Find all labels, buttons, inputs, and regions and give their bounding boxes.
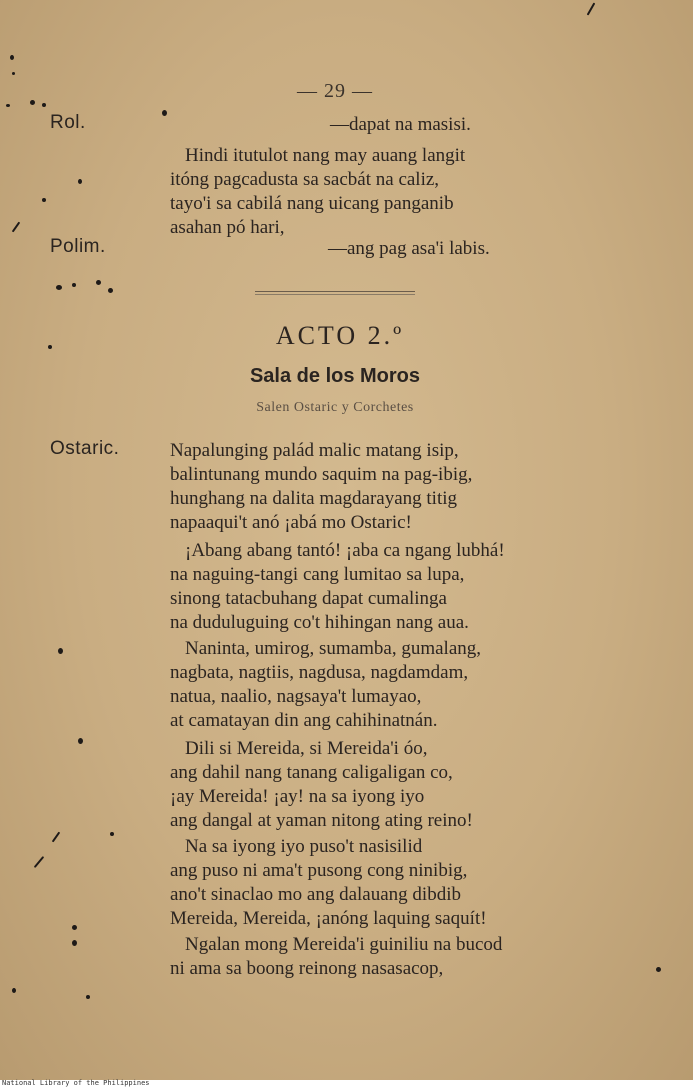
verse-line: Dili si Mereida, si Mereida'i óo, <box>185 738 428 759</box>
verse-line: balintunang mundo saquim na pag-ibig, <box>170 464 473 485</box>
ink-speck <box>86 995 90 999</box>
ink-speck <box>42 103 46 107</box>
verse-line: Napalunging palád malic matang isip, <box>170 440 459 461</box>
speaker-ostaric: Ostaric. <box>50 438 120 459</box>
verse-line: —ang pag asa'i labis. <box>328 238 490 259</box>
ink-speck <box>110 832 114 836</box>
verse-line: ang dahil nang tanang caligaligan co, <box>170 762 453 783</box>
ink-speck <box>30 100 35 105</box>
ink-stroke <box>587 2 596 15</box>
page-number: — 29 — <box>297 80 373 102</box>
verse-line: Ngalan mong Mereida'i guiniliu na bucod <box>185 934 503 955</box>
speaker-polim: Polim. <box>50 236 106 257</box>
ink-speck <box>162 110 167 116</box>
verse-line: Mereida, Mereida, ¡anóng laquing saquít! <box>170 908 487 929</box>
ink-speck <box>78 738 83 744</box>
verse-line: ang dangal at yaman nitong ating reino! <box>170 810 473 831</box>
scene-title: Sala de los Moros <box>249 365 421 387</box>
verse-line: sinong tatacbuhang dapat cumalinga <box>170 588 447 609</box>
ink-speck <box>12 72 15 75</box>
ink-speck <box>42 198 46 202</box>
verse-line: Naninta, umirog, sumamba, gumalang, <box>185 638 482 659</box>
ink-speck <box>72 283 76 287</box>
ink-speck <box>72 925 77 930</box>
section-divider <box>255 291 415 295</box>
speaker-rol: Rol. <box>50 112 86 133</box>
ink-speck <box>48 345 52 349</box>
ink-speck <box>10 55 14 60</box>
ink-speck <box>108 288 113 293</box>
ink-speck <box>96 280 101 285</box>
verse-line: tayo'i sa cabilá nang uicang panganib <box>170 193 454 214</box>
verse-line: Hindi itutulot nang may auang langit <box>185 145 466 166</box>
verse-line: na naguing-tangi cang lumitao sa lupa, <box>170 564 465 585</box>
verse-line: ni ama sa boong reinong nasasacop, <box>170 958 444 979</box>
verse-line: na duduluguing co't hihingan nang aua. <box>170 612 469 633</box>
ink-stroke <box>34 856 45 868</box>
verse-line: Na sa iyong iyo puso't nasisilid <box>185 836 423 857</box>
ink-stroke <box>12 222 21 233</box>
verse-line: itóng pagcadusta sa sacbát na caliz, <box>170 169 440 190</box>
verse-line: —dapat na masisi. <box>330 114 471 135</box>
act-title: ACTO 2.º <box>275 321 405 350</box>
ink-speck <box>12 988 16 993</box>
verse-line: hunghang na dalita magdarayang titig <box>170 488 458 509</box>
ink-speck <box>78 179 82 184</box>
ink-stroke <box>52 832 61 843</box>
stage-direction: Salen Ostaric y Corchetes <box>256 400 414 415</box>
ink-speck <box>6 104 10 107</box>
ink-speck <box>72 940 77 946</box>
verse-line: at camatayan din ang cahihinatnán. <box>170 710 438 731</box>
ink-speck <box>656 967 661 972</box>
verse-line: ¡ay Mereida! ¡ay! na sa iyong iyo <box>170 786 425 807</box>
verse-line: napaaqui't anó ¡abá mo Ostaric! <box>170 512 412 533</box>
verse-line: ang puso ni ama't pusong cong ninibig, <box>170 860 468 881</box>
ink-speck <box>58 648 63 654</box>
verse-line: asahan pó hari, <box>170 217 285 238</box>
verse-line: nagbata, nagtiis, nagdusa, nagdamdam, <box>170 662 469 683</box>
ink-speck <box>56 285 62 290</box>
library-footer: National Library of the Philippines <box>2 1079 150 1087</box>
verse-line: ¡Abang abang tantó! ¡aba ca ngang lubhá! <box>185 540 505 561</box>
verse-line: natua, naalio, nagsaya't lumayao, <box>170 686 422 707</box>
verse-line: ano't sinaclao mo ang dalauang dibdib <box>170 884 461 905</box>
